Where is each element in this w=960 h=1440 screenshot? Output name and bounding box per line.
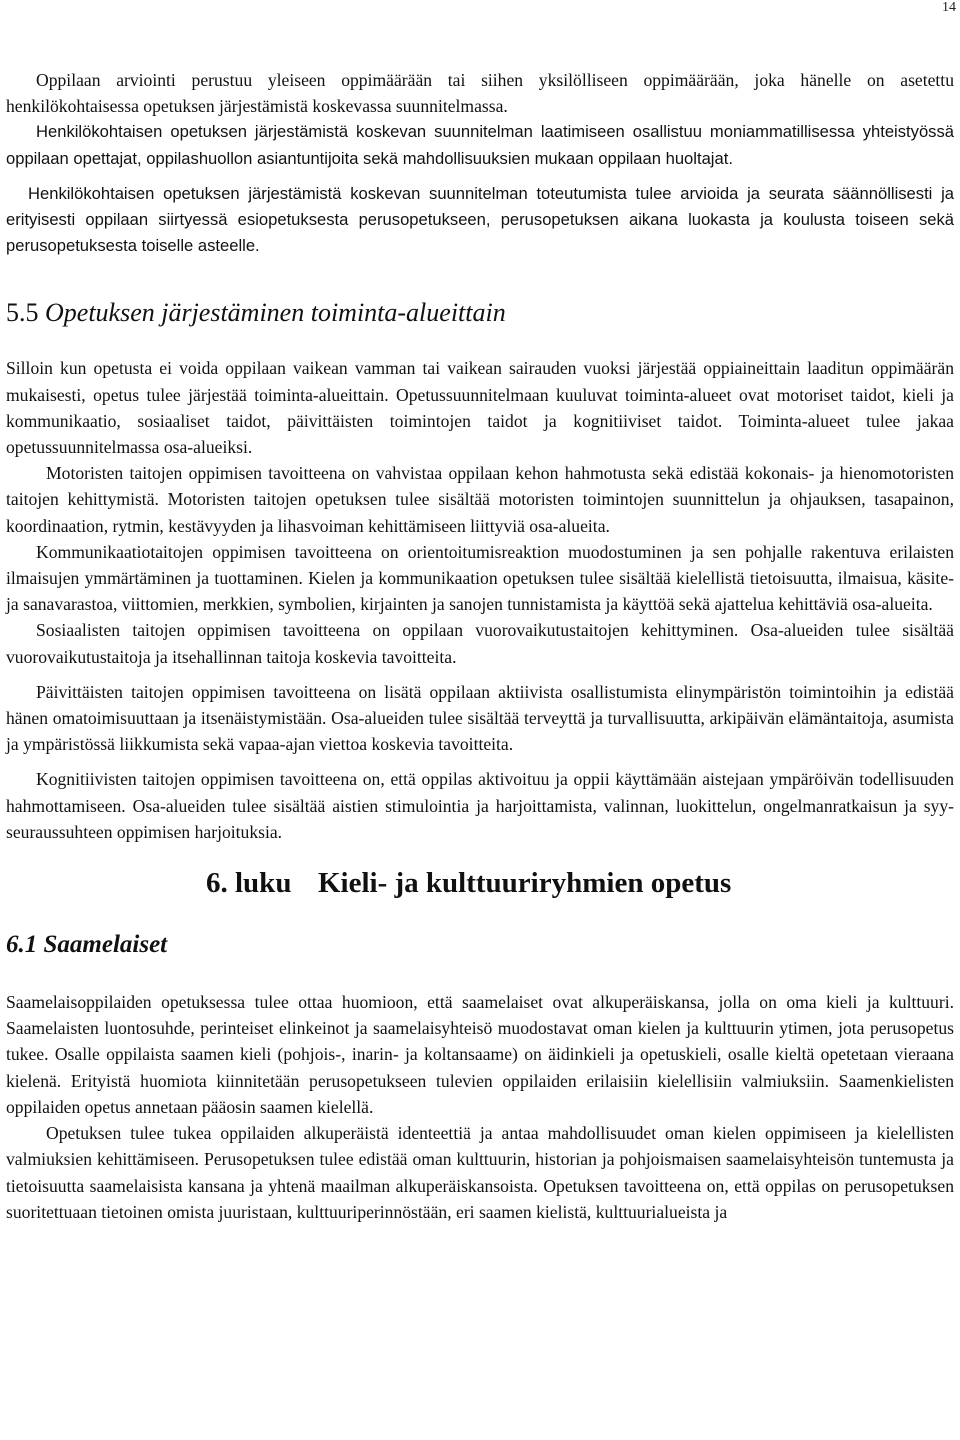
paragraph-sami-students: Saamelaisoppilaiden opetuksessa tulee ottaa huomioon, että saamelaiset ovat alkuperäiskansa, jolla on oma kieli ja kulttuuri. Saamelaisten luontosuhde, perinteiset elinkeinot ja saamelaisyhteisö muodostavat oman kielen ja kulttuurin ytimen, jota perusopetus tukee. Osalle oppilaista saamen kieli (pohjois-, inarin- ja koltansaame) on äidinkieli ja opetuskieli, osalle kieltä opetetaan vieraana kielenä. Erityistä huomiota kiinnitetään perusopetukseen tulevien oppilaiden erilaisiin kielellisiin valmiuksiin. Saamenkielisten oppilaiden opetus annetaan pääosin saamen kielellä. bbox=[6, 992, 954, 1117]
document-body bbox=[6, 67, 954, 1225]
paragraph-daily-skills: Päivittäisten taitojen oppimisen tavoitteena on lisätä oppilaan aktiivista osallistumista elinympäristön toimintoihin ja edistää hänen omatoimisuuttaan ja itsenäistymistään. Osa-alueiden tulee sisältää terveyttä ja turvallisuutta, arkipäivän elämäntaitoja, asumista ja ympäristössä liikkumista sekä vapaa-ajan viettoa koskevia tavoitteita. bbox=[6, 681, 954, 755]
paragraph-activity-areas: Silloin kun opetusta ei voida oppilaan vaikean vamman tai vaikean sairauden vuoksi järjestää oppiaineittain laaditun oppimäärän mukaisesti, opetus tulee järjestää toiminta-alueittain. Opetussuunnitelmaan kuuluvat toiminta-alueet ovat motoriset taidot, kieli ja kommunikaatio, sosiaaliset taidot, päivittäisten toimintojen taidot ja kognitiiviset taidot. Toiminta-alueet tulee jakaa opetussuunnitelmassa osa-alueiksi. bbox=[6, 358, 954, 458]
section-heading-6-1: 6.1 Saamelaiset bbox=[6, 931, 168, 959]
section-number: 5.5 bbox=[6, 298, 39, 328]
section-title: Opetuksen järjestäminen toiminta-alueittain bbox=[45, 298, 506, 328]
chapter-title: Kieli- ja kulttuuriryhmien opetus bbox=[318, 867, 732, 900]
paragraph-social-skills: Sosiaalisten taitojen oppimisen tavoitteena on oppilaan vuorovaikutustaitojen kehittyminen. Osa-alueiden tulee sisältää vuorovaikutustaitoja ja itsehallinnan taitoja koskevia tavoitteita. bbox=[6, 620, 954, 667]
section-heading-5-5 bbox=[6, 297, 954, 329]
paragraph-assessment: Oppilaan arviointi perustuu yleiseen oppimäärään tai siihen yksilölliseen oppimäärään, joka hänelle on asetettu henkilökohtaisessa opetuksen järjestämistä koskevassa suunnitelmassa. bbox=[6, 70, 954, 117]
paragraph-sami-identity: Opetuksen tulee tukea oppilaiden alkuperäistä identeettiä ja antaa mahdollisuudet oman kielen oppimiseen ja kielellisten valmiuksien kehittämiseen. Perusopetuksen tulee edistää oman kulttuurin, historian ja pohjoismaisen saamelaisyhteisön tuntemusta ja tietoisuutta saamelaisista kansana ja yhtenä maailman alkuperäiskansoista. Opetuksen tavoitteena on, että oppilas on perusopetuksen suoritettuaan tietoinen omista juuristaan, kulttuuriperinnöstään, eri saamen kielistä, kulttuurialueista ja bbox=[6, 1123, 954, 1222]
chapter-heading-6 bbox=[206, 865, 954, 901]
paragraph-motor-skills: Motoristen taitojen oppimisen tavoitteena on vahvistaa oppilaan kehon hahmotusta sekä edistää kokonais- ja hienomotoristen taitojen kehittymistä. Motoristen taitojen opetuksen tulee sisältää motoristen toimintojen suunnittelun ja ohjauksen, tasapainon, koordinaation, rytmin, kestävyyden ja lihasvoiman kehittämiseen liittyviä osa-alueita. bbox=[6, 463, 954, 536]
paragraph-communication: Kommunikaatiotaitojen oppimisen tavoitteena on orientoitumisreaktion muodostuminen ja sen pohjalle rakentuva erilaisten ilmaisujen ymmärtäminen ja tuottaminen. Kielen ja kommunikaation opetuksen tulee sisältää kielellistä tietoisuutta, ilmaisua, käsite- ja sanavarastoa, viittomien, merkkien, symbolien, kirjainten ja sanojen tunnistamista ja käyttöä sekä ajattelua kehittäviä osa-alueita. bbox=[6, 541, 954, 615]
paragraph-cognitive-skills: Kognitiivisten taitojen oppimisen tavoitteena on, että oppilas aktivoituu ja oppii käyttämään aistejaan ympäröivän todellisuuden hahmottamiseen. Osa-alueiden tulee sisältää aistien stimulointia ja harjoittamista, valinnan, luokittelun, ongelmanratkaisun ja syy-seuraussuhteen oppimisen harjoituksia. bbox=[6, 769, 954, 842]
chapter-number: 6. luku bbox=[206, 867, 292, 900]
paragraph-plan-participants: Henkilökohtaisen opetuksen järjestämistä koskevan suunnitelman laatimiseen osallistuu moniammatillisessa yhteistyössä oppilaan opettajat, oppilashuollon asiantuntijoita sekä mahdollisuuksien mukaan oppilaan huoltajat. bbox=[6, 122, 954, 168]
paragraph-plan-evaluation: Henkilökohtaisen opetuksen järjestämistä koskevan suunnitelman toteutumista tulee arvioida ja seurata säännöllisesti ja erityisesti oppilaan siirtyessä esiopetuksesta perusopetukseen, perusopetuksen aikana luokasta ja koulusta toiseen sekä perusopetuksesta toiselle asteelle. bbox=[6, 183, 954, 256]
page-number: 14 bbox=[942, 0, 956, 15]
